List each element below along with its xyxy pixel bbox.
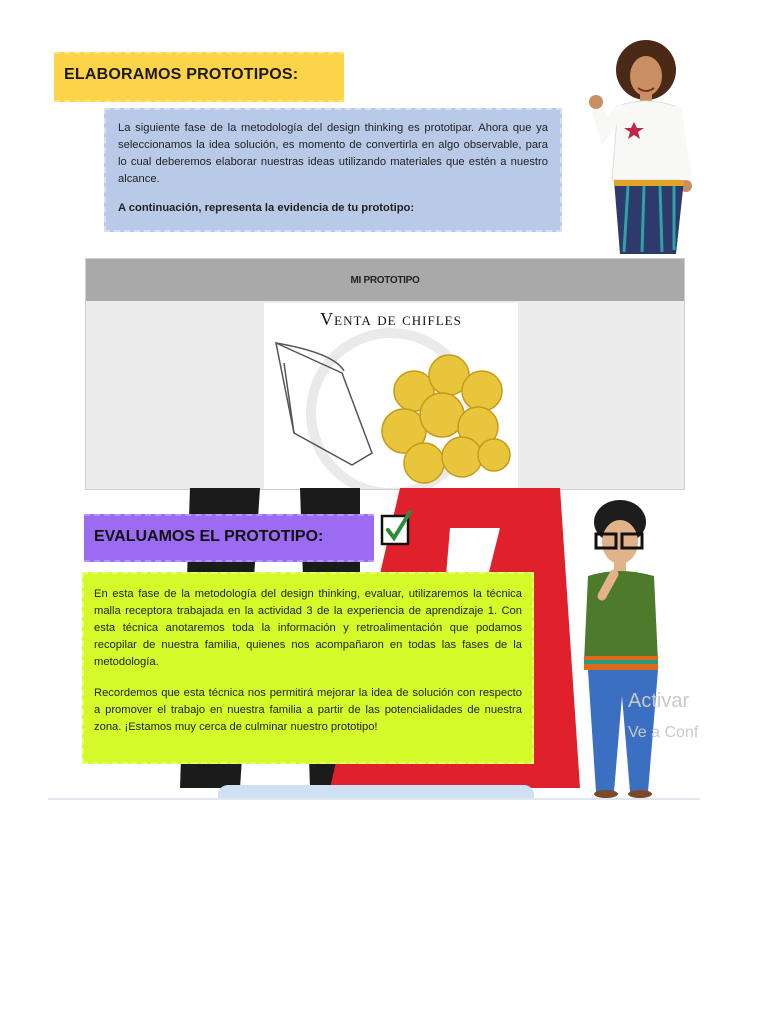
- chifles-drawing: [264, 303, 518, 489]
- prototype-table: [85, 258, 685, 490]
- section2-title: EVALUAMOS EL PROTOTIPO:: [94, 528, 324, 545]
- prototype-image: [264, 303, 518, 489]
- activation-watermark-line2: Ve a Conf: [628, 724, 699, 741]
- evaluation-paragraph-2: Recordemos que esta técnica nos permitirá mejorar la idea de solución con respecto a promover el trabajo en nuestra familia a partir de las potencialidades de nuestra zona. ¡Estamos muy cerca de culminar nuestro prototipo!: [94, 687, 522, 733]
- intro-text-box: [104, 108, 562, 232]
- section-title-banner-evaluamos: [84, 514, 374, 562]
- section-title-banner-elaboramos: [54, 52, 344, 102]
- student-illustration: [578, 496, 664, 800]
- instruction-text: A continuación, representa la evidencia de tu prototipo:: [118, 202, 415, 214]
- bottom-divider: [48, 798, 700, 800]
- activation-watermark-line1: Activar: [628, 690, 690, 712]
- prototype-image-title: Venta de chifles: [320, 309, 462, 329]
- section-title: ELABORAMOS PROTOTIPOS:: [64, 66, 299, 83]
- prototype-header-label: MI PROTOTIPO: [350, 275, 420, 286]
- checkbox-check-icon: [380, 508, 414, 548]
- evaluation-text-box: [82, 572, 534, 764]
- bottom-tab-decoration: [218, 785, 534, 799]
- intro-paragraph: La siguiente fase de la metodología del design thinking es prototipar. Ahora que ya seleccionamos la idea solución, es momento de convertirla en algo observable, para lo cual deberemos elaborar nuestras ideas utilizando materiales que estén a nuestro alcance.: [118, 122, 548, 185]
- evaluation-paragraph-1: En esta fase de la metodología del design thinking, evaluar, utilizaremos la técnica malla receptora trabajada en la actividad 3 de la experiencia de aprendizaje 1. Con esta técnica anotaremos toda la información y retroalimentación que podamos recopilar de nuestra familia, quienes nos acompañaron en todas las fases de la metodología.: [94, 588, 522, 668]
- teacher-illustration: [588, 40, 700, 254]
- prototype-table-header: [86, 259, 684, 301]
- chifles-chips-icon: [382, 355, 510, 483]
